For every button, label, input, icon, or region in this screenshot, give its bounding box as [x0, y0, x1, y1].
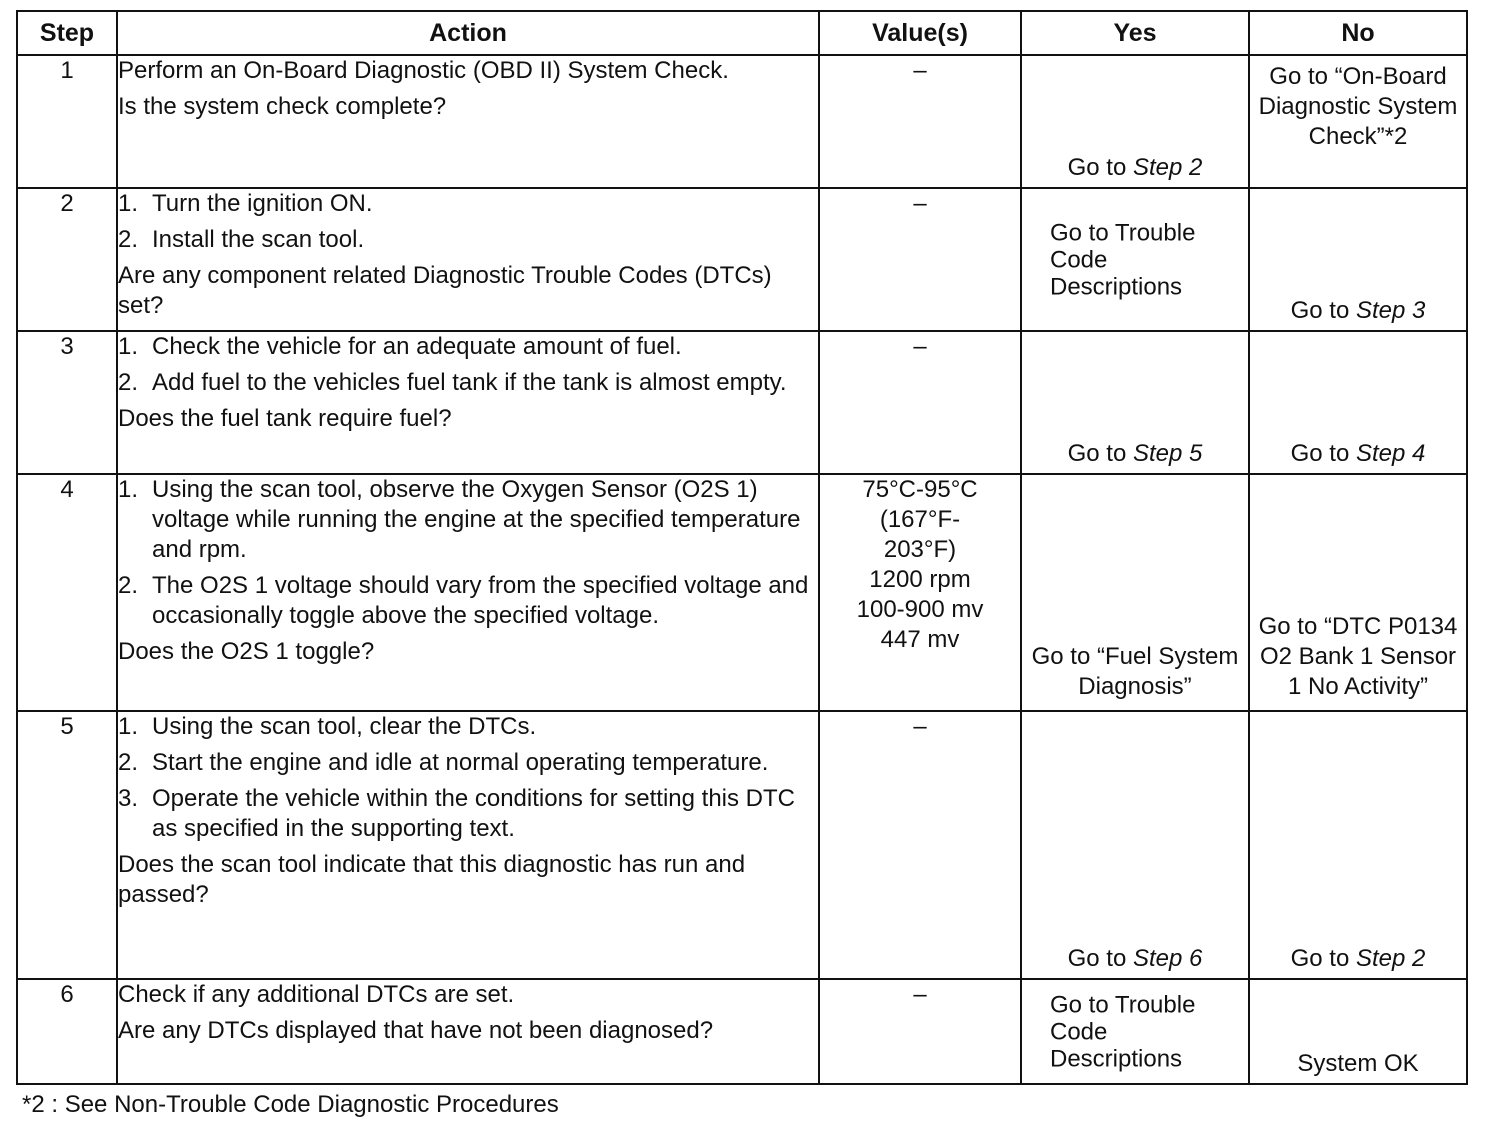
yes-cell: [1021, 979, 1249, 1084]
action-cell: [117, 331, 819, 474]
yes-cell: [1021, 711, 1249, 979]
value-lines: [820, 475, 1020, 655]
no-cell: [1249, 474, 1467, 711]
value-text: (167°F-: [879, 506, 961, 533]
value-cell: [819, 979, 1021, 1084]
action-question: Does the fuel tank require fuel?: [118, 405, 452, 432]
yes-text: Go to Trouble Code Descriptions: [1050, 219, 1196, 300]
step-reference: Step 3: [1355, 297, 1426, 324]
yes-cell: [1021, 474, 1249, 711]
table-row-step-1: [17, 55, 1467, 188]
value-text: 447 mv: [880, 626, 960, 653]
action-question: Does the O2S 1 toggle?: [118, 638, 375, 665]
action-item: 1. Check the vehicle for an adequate amount of fuel.: [118, 333, 682, 360]
no-text: Go to “DTC P0134 O2 Bank 1 Sensor 1 No Activity”: [1258, 613, 1458, 700]
action-question: Is the system check complete?: [118, 93, 447, 120]
action-item: 2. Start the engine and idle at normal operating temperature.: [118, 749, 769, 776]
header-yes: Yes: [1021, 11, 1249, 55]
action-item: 3. Operate the vehicle within the conditions for setting this DTC as specified in the supporting text.: [118, 785, 795, 842]
header-no: No: [1249, 11, 1467, 55]
step-reference: Step 2: [1132, 154, 1203, 181]
yes-cell: [1021, 331, 1249, 474]
yes-cell: [1021, 188, 1249, 331]
action-item: 2. Install the scan tool.: [118, 226, 365, 253]
action-item: 1. Using the scan tool, observe the Oxygen Sensor (O2S 1) voltage while running the engine at the specified temperature and rpm.: [118, 476, 801, 563]
table-row-step-6: [17, 979, 1467, 1084]
step-reference: Step 5: [1132, 440, 1203, 467]
yes-text: Go to “Fuel System Diagnosis”: [1031, 643, 1239, 700]
value-cell: [819, 188, 1021, 331]
action-cell: [117, 979, 819, 1084]
table-row-step-5: [17, 711, 1467, 979]
action-item: 1. Turn the ignition ON.: [118, 190, 373, 217]
no-text: Go to Step 4: [1290, 440, 1426, 467]
value-text: –: [913, 190, 927, 217]
diagnostic-table: [16, 10, 1468, 1085]
header-action: Action: [117, 11, 819, 55]
value-text: –: [913, 57, 927, 84]
yes-text: Go to Step 2: [1067, 154, 1203, 181]
header-values: Value(s): [819, 11, 1021, 55]
step-number: 5: [17, 711, 117, 979]
action-item: 1. Using the scan tool, clear the DTCs.: [118, 713, 537, 740]
action-question: Does the scan tool indicate that this diagnostic has run and passed?: [118, 851, 746, 908]
step-number: 1: [17, 55, 117, 188]
no-text: System OK: [1297, 1050, 1419, 1077]
yes-text: Go to Step 6: [1067, 945, 1203, 972]
value-text: –: [913, 981, 927, 1008]
value-text: 1200 rpm: [869, 566, 971, 593]
action-cell: [117, 474, 819, 711]
value-cell: [819, 331, 1021, 474]
table-row-step-3: [17, 331, 1467, 474]
no-text: Go to “On-Board Diagnostic System Check”*2: [1258, 63, 1458, 150]
no-cell: [1249, 55, 1467, 188]
value-text: –: [913, 333, 927, 360]
step-reference: Step 2: [1355, 945, 1426, 972]
value-text: 203°F): [883, 536, 957, 563]
value-cell: [819, 711, 1021, 979]
action-item: 2. The O2S 1 voltage should vary from the specified voltage and occasionally toggle above the specified voltage.: [118, 572, 809, 629]
no-cell: [1249, 979, 1467, 1084]
value-cell: [819, 474, 1021, 711]
header-row: [17, 11, 1467, 55]
step-reference: Step 6: [1132, 945, 1203, 972]
value-text: –: [913, 713, 927, 740]
action-question: Are any component related Diagnostic Trouble Codes (DTCs) set?: [118, 262, 772, 319]
value-text: 100-900 mv: [856, 596, 984, 623]
no-text: Go to Step 2: [1290, 945, 1426, 972]
step-reference: Step 4: [1355, 440, 1426, 467]
yes-text: Go to Trouble Code Descriptions: [1050, 991, 1196, 1072]
table-row-step-4: [17, 474, 1467, 711]
no-cell: [1249, 188, 1467, 331]
step-number: 4: [17, 474, 117, 711]
step-number: 3: [17, 331, 117, 474]
no-cell: [1249, 331, 1467, 474]
no-cell: [1249, 711, 1467, 979]
table-row-step-2: [17, 188, 1467, 331]
footnote: *2 : See Non-Trouble Code Diagnostic Procedures: [22, 1091, 559, 1118]
action-item: 2. Add fuel to the vehicles fuel tank if the tank is almost empty.: [118, 369, 787, 396]
value-text: 75°C-95°C: [862, 476, 978, 503]
action-cell: [117, 188, 819, 331]
action-cell: [117, 711, 819, 979]
action-cell: [117, 55, 819, 188]
action-question: Are any DTCs displayed that have not been diagnosed?: [118, 1017, 714, 1044]
action-text: Check if any additional DTCs are set.: [118, 981, 515, 1008]
step-number: 2: [17, 188, 117, 331]
action-text: Perform an On-Board Diagnostic (OBD II) System Check.: [118, 57, 729, 84]
yes-text: Go to Step 5: [1067, 440, 1203, 467]
no-text: Go to Step 3: [1290, 297, 1426, 324]
header-step: Step: [17, 11, 117, 55]
step-number: 6: [17, 979, 117, 1084]
value-cell: [819, 55, 1021, 188]
yes-cell: [1021, 55, 1249, 188]
